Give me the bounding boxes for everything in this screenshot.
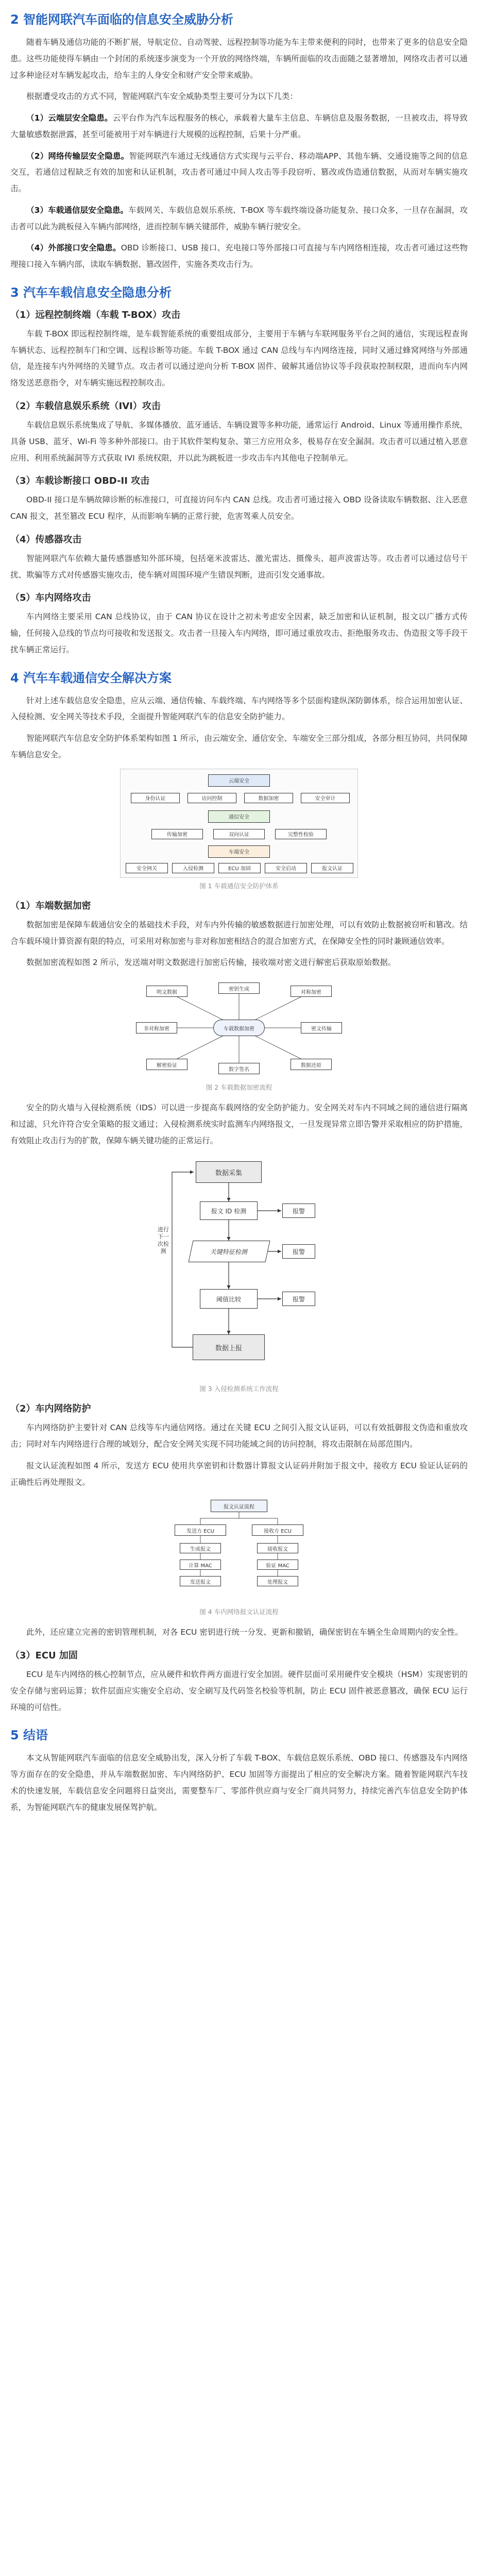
- figure-2: [10, 976, 468, 1092]
- fig3-step-collect: 数据采集: [196, 1161, 262, 1183]
- section-title-conclusion: 5 结语: [10, 1728, 48, 1743]
- paragraph: 数据加密是保障车载通信安全的基础技术手段，对车内外传输的敏感数据进行加密处理，可以有效防止数据被窃听和篡改。结合车载环境计算资源有限的特点，可采用对称加密与非对称加密相结合的混合加密方式，在保障安全性的同时兼顾通信效率。: [10, 920, 468, 946]
- paragraph: 根据遭受攻击的方式不同，智能网联汽车安全威胁类型主要可分为以下几类：: [26, 92, 298, 101]
- subsection-title: （1）车端数据加密: [10, 900, 91, 911]
- fig4-right-item: 验证 MAC: [257, 1560, 298, 1570]
- paragraph: [10, 240, 468, 273]
- item-text: 云平台作为汽车远程服务的核心，承载着大量车主信息、车辆信息及服务数据，一旦被攻击，将导致大量敏感数据泄露，甚至可能被用于对车辆进行大规模的远程控制，后果十分严重。: [10, 113, 468, 139]
- fig4-right-item: 接收报文: [257, 1543, 298, 1553]
- item-head: （1）云端层安全隐患。: [26, 113, 113, 123]
- fig2-node: 密文传输: [301, 1022, 342, 1033]
- item-head: （3）车载通信层安全隐患。: [26, 205, 129, 215]
- fig1-vehicle-item: 入侵检测: [172, 863, 214, 873]
- fig3-step-threshold: 阈值比较: [200, 1289, 258, 1309]
- figure-1-diagram: [120, 769, 358, 878]
- subsection-title: （5）车内网络攻击: [10, 592, 91, 604]
- paragraph: 智能网联汽车信息安全防护体系架构如图 1 所示，由云端安全、通信安全、车端安全三部分组成，各部分相互协同，共同保障车辆信息安全。: [10, 734, 468, 759]
- paragraph: OBD-II 接口是车辆故障诊断的标准接口，可直接访问车内 CAN 总线。攻击者可通过接入 OBD 设备读取车辆数据、注入恶意 CAN 报文，甚至篡改 ECU 程序，从而影响车辆的正常行驶，危害驾乘人员安全。: [10, 495, 468, 521]
- figure-2-caption: 图 2 车载数据加密流程: [206, 1083, 272, 1092]
- item-text: 智能网联汽车通过无线通信方式实现与云平台、移动端APP、其他车辆、交通设施等之间的信息交互，若通信过程缺乏有效的加密和认证机制，攻击者可通过中间人攻击等手段窃听、篡改或伪造通信数据，从而对车辆实施攻击。: [10, 151, 468, 194]
- figure-2-diagram: [136, 976, 342, 1079]
- section-title-hazards: 3 汽车车载信息安全隐患分析: [10, 285, 172, 300]
- paragraph: 车内网络防护主要针对 CAN 总线等车内通信网络。通过在关键 ECU 之间引入报文认证码，可以有效抵御报文伪造和重放攻击；同时对车内网络进行合理的域划分，配合安全网关实现不同功能域之间的访问控制，将攻击限制在局部范围内。: [10, 1423, 468, 1449]
- fig1-vehicle-item: 报文认证: [311, 863, 353, 873]
- paragraph: 数据加密流程如图 2 所示，发送端对明文数据进行加密后传输，接收端对密文进行解密后获取原始数据。: [26, 958, 396, 968]
- fig3-loop-label: 进行下一次检测: [158, 1226, 169, 1255]
- subsection-title: （4）传感器攻击: [10, 534, 82, 545]
- fig3-alarm: 报警: [282, 1292, 315, 1306]
- fig4-left-item: 计算 MAC: [180, 1560, 221, 1570]
- paragraph: [10, 110, 468, 143]
- figure-3-caption: 图 3 入侵检测系统工作流程: [199, 1385, 279, 1393]
- fig2-node: 数字签名: [218, 1063, 260, 1074]
- item-head: （2）网络传输层安全隐患。: [26, 151, 129, 161]
- figure-1: [10, 769, 468, 890]
- paragraph: 车载信息娱乐系统集成了导航、多媒体播放、蓝牙通话、车辆设置等多种功能，通常运行 Android、Linux 等通用操作系统，具备 USB、蓝牙、Wi-Fi 等多种外部接口。由于其软件架构复杂、第三方应用众多，极易存在安全漏洞。攻击者可以通过植入恶意应用、利用系统漏洞等方式获取 IVI 系统权限，并以此为跳板进一步攻击车内其他电子控制单元。: [10, 420, 468, 463]
- item-head: （4）外部接口安全隐患。: [26, 243, 121, 253]
- section-title-solutions: 4 汽车车载通信安全解决方案: [10, 670, 172, 685]
- figure-4-diagram: [162, 1496, 316, 1604]
- fig4-right-item: 处理报文: [257, 1576, 298, 1586]
- paragraph: 随着车辆及通信功能的不断扩展，导航定位、自动驾驶、远程控制等功能为车主带来便利的同时，也带来了更多的信息安全隐患。这些功能使得车辆由一个封闭的系统逐步演变为一个开放的网络终端，车辆所面临的攻击面随之显著增加，网络攻击者可以通过多种途径对车辆发起攻击，给车主的人身安全和财产安全带来威胁。: [10, 38, 468, 80]
- fig1-comm-item: 传输加密: [151, 829, 203, 839]
- paragraph: [10, 202, 468, 235]
- figure-1-caption: 图 1 车载通信安全防护体系: [199, 882, 279, 890]
- paragraph: 智能网联汽车依赖大量传感器感知外部环境，包括毫米波雷达、激光雷达、摄像头、超声波雷达等。攻击者可以通过信号干扰、欺骗等方式对传感器实施攻击，使车辆对周围环境产生错误判断，进而引发交通事故。: [10, 553, 468, 580]
- fig2-node: 密钥生成: [218, 982, 260, 994]
- paragraph: 报文认证流程如图 4 所示，发送方 ECU 使用共享密钥和计数器计算报文认证码并附加于报文中，接收方 ECU 验证认证码的正确性后再处理报文。: [10, 1461, 468, 1487]
- fig4-left-item: 生成报文: [180, 1543, 221, 1553]
- fig1-cloud-item: 数据加密: [244, 793, 293, 803]
- fig2-node: 解密验证: [146, 1059, 187, 1070]
- subsection-title: （2）车载信息娱乐系统（IVI）攻击: [10, 401, 161, 412]
- paragraph: 安全的防火墙与入侵检测系统（IDS）可以进一步提高车载网络的安全防护能力。安全网关对车内不同域之间的通信进行隔离和过滤，只允许符合安全策略的报文通过；入侵检测系统实时监测车内网络报文，一旦发现异常立即告警并采取相应的防护措施，有效阻止攻击行为的扩散，保障车辆关键功能的正常运行。: [10, 1103, 468, 1145]
- fig1-vehicle-item: ECU 加固: [218, 863, 261, 873]
- paragraph: 本文从智能网联汽车面临的信息安全威胁出发，深入分析了车载 T-BOX、车载信息娱乐系统、OBD 接口、传感器及车内网络等方面存在的安全隐患，并从车端数据加密、车内网络防护、ECU 加固等方面提出了相应的安全解决方案。随着智能网联汽车技术的快速发展，车载信息安全问题将日益突出，需要整车厂、零部件供应商与安全厂商共同努力，持续完善汽车信息安全防护体系，为智能网联汽车的健康发展保驾护航。: [10, 1753, 468, 1812]
- subsection-title: （1）远程控制终端（车载 T-BOX）攻击: [10, 309, 181, 320]
- fig3-step-id: 报文 ID 检测: [200, 1201, 258, 1220]
- fig2-node: 非对称加密: [136, 1022, 177, 1033]
- fig2-node: 明文数据: [146, 986, 187, 997]
- fig1-cloud-item: 访问控制: [187, 793, 236, 803]
- fig1-comm-item: 双向认证: [213, 829, 265, 839]
- fig4-top: 报文认证流程: [211, 1500, 267, 1512]
- fig3-step-feature: 关键特征检测: [189, 1241, 270, 1262]
- paragraph: [10, 148, 468, 197]
- fig2-node: 对称加密: [291, 986, 332, 997]
- fig1-vehicle-item: 安全网关: [126, 863, 168, 873]
- fig1-comm-item: 完整性校验: [275, 829, 327, 839]
- subsection-title: （3）ECU 加固: [10, 1650, 78, 1662]
- fig2-center: 车载数据加密: [213, 1020, 265, 1036]
- fig1-cloud-item: 身份认证: [131, 793, 180, 803]
- item-text: OBD 诊断接口、USB 接口、充电接口等外部接口可直接与车内网络相连接，攻击者可通过这些物理接口接入车辆内部，读取车辆数据、篡改固件，实施各类攻击行为。: [10, 243, 468, 269]
- figure-4-caption: 图 4 车内网络报文认证流程: [199, 1608, 279, 1616]
- fig1-vehicle-item: 安全启动: [265, 863, 307, 873]
- item-text: 车载网关、车载信息娱乐系统、T-BOX 等车载终端设备功能复杂、接口众多，一旦存在漏洞，攻击者可以此为跳板侵入车辆内部网络，进而控制车辆关键部件，威胁车辆行驶安全。: [10, 205, 468, 231]
- fig1-cloud-item: 安全审计: [301, 793, 350, 803]
- paragraph: 此外，还应建立完善的密钥管理机制，对各 ECU 密钥进行统一分发、更新和撤销，确保密钥在车辆全生命周期内的安全性。: [26, 1628, 463, 1637]
- figure-4: [10, 1496, 468, 1616]
- paragraph: 车载 T-BOX 即远程控制终端，是车载智能系统的重要组成部分，主要用于车辆与车联网服务平台之间的通信，实现远程查询车辆状态、远程控制车门和空调、远程诊断等功能。车载 T-BOX 通过 CAN 总线与车内网络连接，同时又通过蜂窝网络与外部通信，是连接车内外网络的关键节点。攻击者可以通过逆向分析 T-BOX 固件、破解其通信协议等手段获取控制权限，进而向车内网络发送恶意指令，对车辆实施远程控制攻击。: [10, 329, 468, 388]
- fig4-left-item: 发送报文: [180, 1576, 221, 1586]
- paragraph: ECU 是车内网络的核心控制节点，应从硬件和软件两方面进行安全加固。硬件层面可采用硬件安全模块（HSM）实现密钥的安全存储与密码运算；软件层面应实施安全启动、安全刷写及代码签名校验等机制，防止 ECU 固件被恶意篡改，确保 ECU 运行环境的可信性。: [10, 1670, 468, 1712]
- fig4-right-head: 接收方 ECU: [252, 1524, 303, 1536]
- paragraph: 车内网络主要采用 CAN 总线协议，由于 CAN 协议在设计之初未考虑安全因素，缺乏加密和认证机制，报文以广播方式传输，任何接入总线的节点均可接收和发送报文。攻击者一旦接入车内网络，即可通过重放攻击、拒绝服务攻击、伪造报文等手段干扰车辆正常运行。: [10, 612, 468, 654]
- fig3-alarm: 报警: [282, 1204, 315, 1218]
- figure-3: [10, 1154, 468, 1393]
- subsection-title: （2）车内网络防护: [10, 1403, 91, 1415]
- fig4-left-head: 发送方 ECU: [175, 1524, 226, 1536]
- subsection-title: （3）车载诊断接口 OBD-II 攻击: [10, 476, 150, 487]
- section-title-threats: 2 智能网联汽车面临的信息安全威胁分析: [10, 12, 234, 27]
- fig2-node: 数据还原: [291, 1059, 332, 1070]
- fig3-step-report: 数据上报: [193, 1334, 265, 1360]
- fig3-alarm: 报警: [282, 1244, 315, 1259]
- figure-3-diagram: [151, 1154, 327, 1381]
- fig1-cloud-box: 云端安全: [208, 774, 270, 787]
- fig1-vehicle-box: 车端安全: [208, 845, 270, 858]
- fig1-comm-box: 通信安全: [208, 810, 270, 823]
- article: [0, 9, 478, 1834]
- paragraph: 针对上述车载信息安全隐患，应从云端、通信传输、车载终端、车内网络等多个层面构建纵深防御体系，综合运用加密认证、入侵检测、安全网关等技术手段，全面提升智能网联汽车的信息安全防护能力。: [10, 696, 468, 722]
